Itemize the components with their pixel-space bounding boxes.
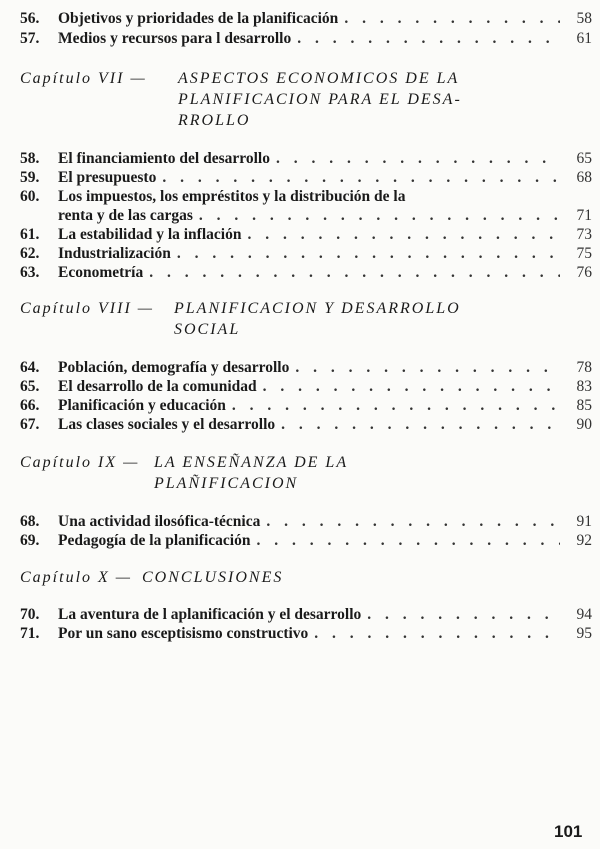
entry-page: 68 — [576, 169, 592, 186]
entry-page: 65 — [576, 150, 592, 167]
chapter-title-line: PLANIFICACION PARA EL DESA- — [178, 91, 462, 108]
dot-leader — [367, 605, 560, 624]
dot-leader — [199, 206, 560, 225]
entry-title: Pedagogía de la planificación — [58, 532, 251, 549]
dot-leader — [314, 624, 560, 643]
dot-leader — [256, 531, 560, 550]
entry-page: 85 — [576, 397, 592, 414]
dot-leader — [276, 149, 560, 168]
chapter-title-line: ASPECTOS ECONOMICOS DE LA — [178, 70, 460, 87]
entry-title: Los impuestos, los empréstitos y la distribución de la — [58, 188, 406, 205]
entry-title: Población, demografía y desarrollo — [58, 359, 290, 376]
dot-leader — [266, 512, 560, 531]
entry-page: 58 — [576, 10, 592, 27]
entry-number: 70. — [20, 606, 40, 623]
chapter-label: Capítulo X — — [20, 569, 133, 586]
entry-page: 92 — [576, 532, 592, 549]
chapter-label: Capítulo VII — — [20, 70, 147, 87]
dot-leader — [344, 9, 560, 28]
entry-page: 78 — [576, 359, 592, 376]
entry-number: 58. — [20, 150, 40, 167]
entry-title: La aventura de l aplanificación y el desarrollo — [58, 606, 362, 623]
entry-title: El desarrollo de la comunidad — [58, 378, 257, 395]
entry-number: 66. — [20, 397, 40, 414]
entry-title: Planificación y educación — [58, 397, 226, 414]
entry-page: 90 — [576, 416, 592, 433]
entry-number: 68. — [20, 513, 40, 530]
entry-title: Industrialización — [58, 245, 171, 262]
entry-number: 61. — [20, 226, 40, 243]
page-number: 101 — [554, 822, 583, 841]
chapter-title-line: RROLLO — [178, 112, 251, 129]
entry-number: 69. — [20, 532, 40, 549]
entry-number: 64. — [20, 359, 40, 376]
chapter-title-line: PLANIFICACION Y DESARROLLO — [174, 300, 461, 317]
chapter-title-line: PLAÑIFICACION — [154, 475, 299, 492]
entry-title: El presupuesto — [58, 169, 157, 186]
entry-title: Econometría — [58, 264, 144, 281]
dot-leader — [162, 168, 560, 187]
entry-page: 94 — [576, 606, 592, 623]
dot-leader — [263, 377, 560, 396]
dot-leader — [247, 225, 560, 244]
entry-number: 65. — [20, 378, 40, 395]
chapter-title-line: SOCIAL — [174, 321, 241, 338]
entry-page: 83 — [576, 378, 592, 395]
entry-number: 62. — [20, 245, 40, 262]
entry-page: 91 — [576, 513, 592, 530]
chapter-label: Capítulo VIII — — [20, 300, 154, 317]
entry-title: El financiamiento del desarrollo — [58, 150, 270, 167]
dot-leader — [149, 263, 560, 282]
entry-number: 71. — [20, 625, 40, 642]
entry-title: Las clases sociales y el desarrollo — [58, 416, 276, 433]
chapter-title-line: CONCLUSIONES — [142, 569, 284, 586]
entry-page: 61 — [576, 30, 592, 47]
entry-number: 63. — [20, 264, 40, 281]
entry-number: 57. — [20, 30, 40, 47]
entry-number: 59. — [20, 169, 40, 186]
entry-title: La estabilidad y la inflación — [58, 226, 242, 243]
entry-title-continued: renta y de las cargas — [58, 207, 193, 224]
dot-leader — [295, 358, 560, 377]
dot-leader — [297, 29, 560, 48]
dot-leader — [232, 396, 560, 415]
entry-number: 60. — [20, 188, 40, 205]
entry-title: Objetivos y prioridades de la planificación — [58, 10, 339, 27]
chapter-title-line: LA ENSEÑANZA DE LA — [154, 454, 349, 471]
dot-leader — [177, 244, 560, 263]
entry-title: Por un sano esceptisismo constructivo — [58, 625, 309, 642]
entry-page: 71 — [576, 207, 592, 224]
entry-number: 67. — [20, 416, 40, 433]
dot-leader — [281, 415, 560, 434]
entry-title: Medios y recursos para l desarrollo — [58, 30, 292, 47]
chapter-label: Capítulo IX — — [20, 454, 140, 471]
entry-number: 56. — [20, 10, 40, 27]
entry-title: Una actividad ilosófica-técnica — [58, 513, 261, 530]
entry-page: 73 — [576, 226, 592, 243]
entry-page: 95 — [576, 625, 592, 642]
entry-page: 76 — [576, 264, 592, 281]
entry-page: 75 — [576, 245, 592, 262]
